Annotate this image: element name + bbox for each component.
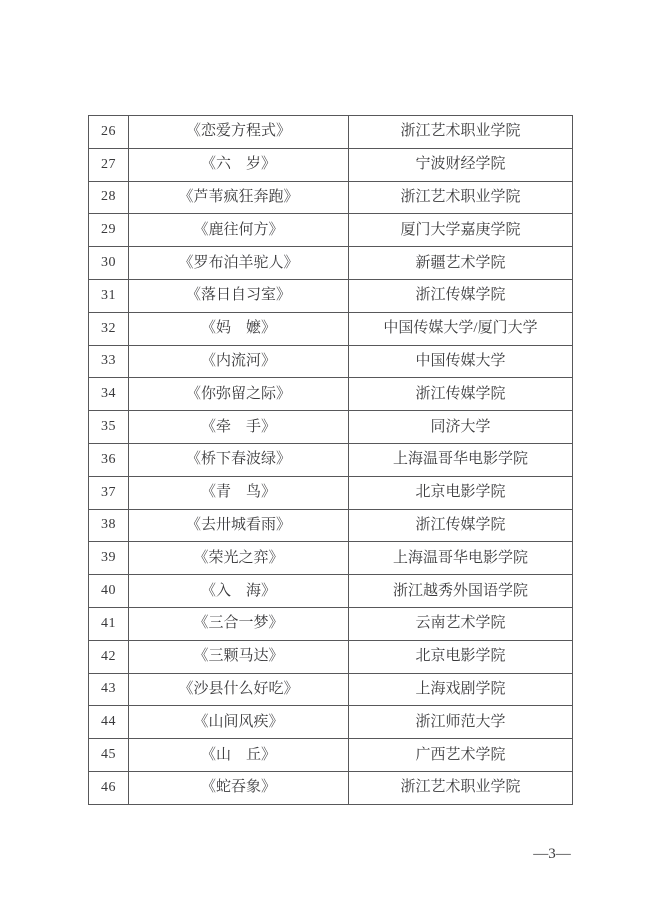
table-row xyxy=(89,739,573,772)
table-row xyxy=(89,148,573,181)
film-title: 《去卅城看雨》 xyxy=(129,509,349,542)
row-number: 34 xyxy=(89,378,129,411)
row-number: 26 xyxy=(89,116,129,149)
school-name: 浙江越秀外国语学院 xyxy=(349,575,573,608)
film-title: 《恋爱方程式》 xyxy=(129,116,349,149)
school-name: 云南艺术学院 xyxy=(349,607,573,640)
film-list-table-body xyxy=(89,116,573,805)
row-number: 40 xyxy=(89,575,129,608)
row-number: 28 xyxy=(89,181,129,214)
table-row xyxy=(89,378,573,411)
film-title: 《蛇吞象》 xyxy=(129,771,349,804)
row-number: 43 xyxy=(89,673,129,706)
table-row xyxy=(89,411,573,444)
school-name: 中国传媒大学 xyxy=(349,345,573,378)
table-row xyxy=(89,640,573,673)
school-name: 浙江师范大学 xyxy=(349,706,573,739)
film-title: 《妈 嬷》 xyxy=(129,312,349,345)
school-name: 厦门大学嘉庚学院 xyxy=(349,214,573,247)
school-name: 广西艺术学院 xyxy=(349,739,573,772)
school-name: 上海戏剧学院 xyxy=(349,673,573,706)
row-number: 33 xyxy=(89,345,129,378)
table-row xyxy=(89,443,573,476)
table-row xyxy=(89,476,573,509)
table-row xyxy=(89,116,573,149)
film-title: 《罗布泊羊驼人》 xyxy=(129,247,349,280)
row-number: 37 xyxy=(89,476,129,509)
row-number: 32 xyxy=(89,312,129,345)
row-number: 30 xyxy=(89,247,129,280)
film-title: 《山 丘》 xyxy=(129,739,349,772)
film-title: 《芦苇疯狂奔跑》 xyxy=(129,181,349,214)
film-title: 《桥下春波绿》 xyxy=(129,443,349,476)
film-title: 《牵 手》 xyxy=(129,411,349,444)
school-name: 上海温哥华电影学院 xyxy=(349,542,573,575)
film-title: 《你弥留之际》 xyxy=(129,378,349,411)
table-row xyxy=(89,312,573,345)
table-row xyxy=(89,575,573,608)
row-number: 38 xyxy=(89,509,129,542)
film-title: 《落日自习室》 xyxy=(129,279,349,312)
school-name: 浙江传媒学院 xyxy=(349,509,573,542)
table-row xyxy=(89,247,573,280)
film-title: 《三合一梦》 xyxy=(129,607,349,640)
film-title: 《六 岁》 xyxy=(129,148,349,181)
row-number: 31 xyxy=(89,279,129,312)
row-number: 39 xyxy=(89,542,129,575)
school-name: 浙江传媒学院 xyxy=(349,279,573,312)
school-name: 浙江艺术职业学院 xyxy=(349,181,573,214)
table-row xyxy=(89,673,573,706)
table-row xyxy=(89,771,573,804)
school-name: 浙江传媒学院 xyxy=(349,378,573,411)
table-row xyxy=(89,542,573,575)
school-name: 宁波财经学院 xyxy=(349,148,573,181)
film-title: 《青 鸟》 xyxy=(129,476,349,509)
row-number: 36 xyxy=(89,443,129,476)
film-title: 《入 海》 xyxy=(129,575,349,608)
school-name: 北京电影学院 xyxy=(349,640,573,673)
table-row xyxy=(89,607,573,640)
film-list-table xyxy=(88,115,573,805)
school-name: 浙江艺术职业学院 xyxy=(349,771,573,804)
school-name: 北京电影学院 xyxy=(349,476,573,509)
school-name: 同济大学 xyxy=(349,411,573,444)
film-title: 《山间风疾》 xyxy=(129,706,349,739)
row-number: 45 xyxy=(89,739,129,772)
school-name: 中国传媒大学/厦门大学 xyxy=(349,312,573,345)
film-title: 《鹿往何方》 xyxy=(129,214,349,247)
film-title: 《内流河》 xyxy=(129,345,349,378)
school-name: 上海温哥华电影学院 xyxy=(349,443,573,476)
row-number: 44 xyxy=(89,706,129,739)
table-row xyxy=(89,214,573,247)
page-number: —3— xyxy=(533,846,571,862)
row-number: 41 xyxy=(89,607,129,640)
table-row xyxy=(89,279,573,312)
film-title: 《荣光之弈》 xyxy=(129,542,349,575)
table-row xyxy=(89,706,573,739)
film-title: 《沙县什么好吃》 xyxy=(129,673,349,706)
table-row xyxy=(89,345,573,378)
film-title: 《三颗马达》 xyxy=(129,640,349,673)
table-row xyxy=(89,181,573,214)
table-row xyxy=(89,509,573,542)
row-number: 29 xyxy=(89,214,129,247)
school-name: 浙江艺术职业学院 xyxy=(349,116,573,149)
row-number: 42 xyxy=(89,640,129,673)
row-number: 35 xyxy=(89,411,129,444)
row-number: 27 xyxy=(89,148,129,181)
row-number: 46 xyxy=(89,771,129,804)
school-name: 新疆艺术学院 xyxy=(349,247,573,280)
